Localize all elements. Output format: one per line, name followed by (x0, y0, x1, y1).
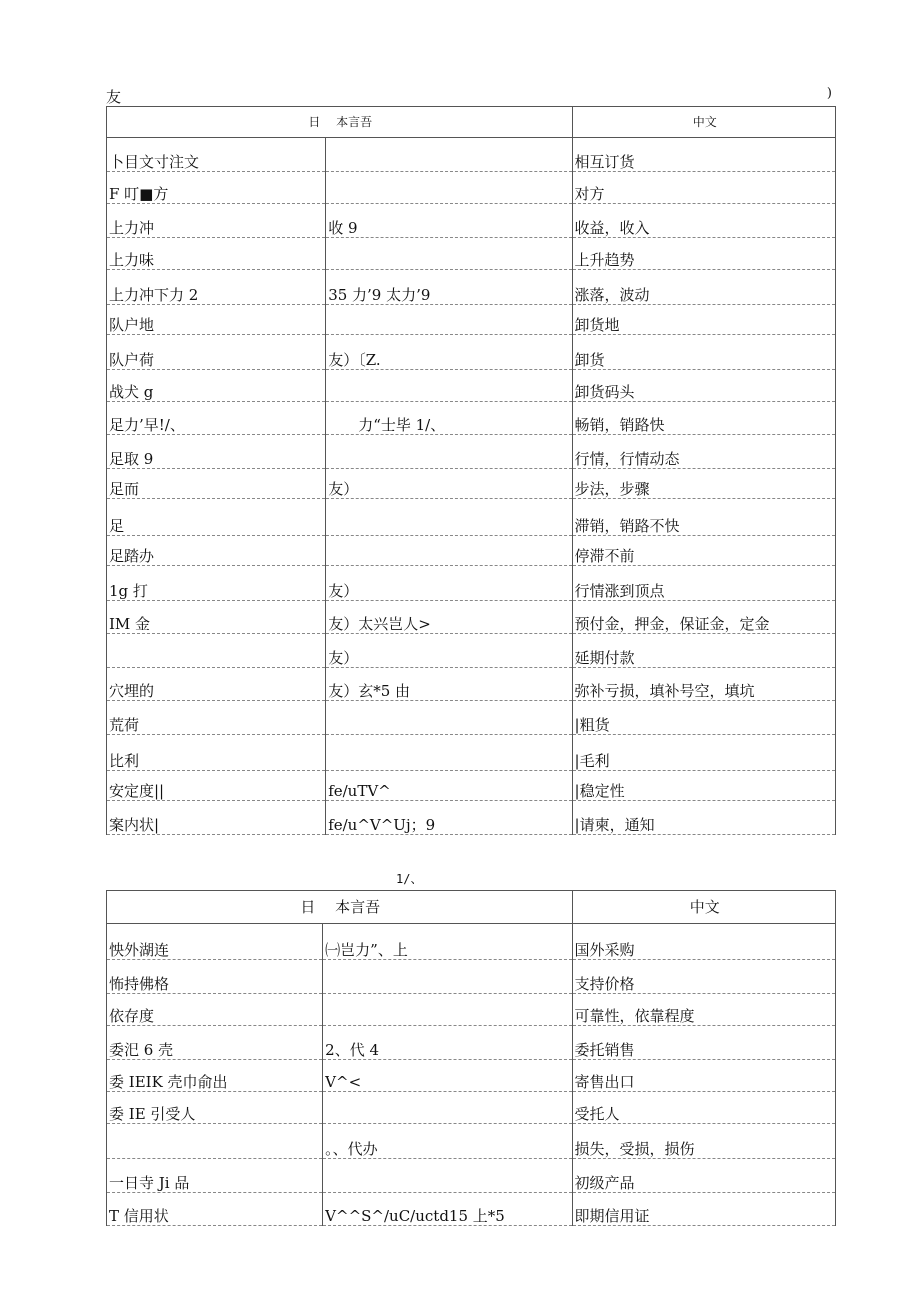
term-japanese: T 信用状 (107, 1193, 323, 1226)
vocab-table-2 (106, 890, 836, 1226)
term-reading: 35 力’9 太力’9 (326, 270, 572, 305)
term-chinese: 相互订货 (572, 138, 835, 172)
term-reading (326, 238, 572, 270)
table-row (107, 335, 836, 370)
term-chinese: 对方 (572, 172, 835, 204)
term-reading (323, 994, 572, 1026)
term-chinese: 滞销，销路不快 (572, 499, 835, 536)
table-row (107, 566, 836, 601)
term-reading (326, 536, 572, 566)
term-chinese: 国外采购 (572, 924, 835, 960)
table-row (107, 668, 836, 701)
term-reading: V^^S^/uC/uctd15 上*5 (323, 1193, 572, 1226)
term-reading (323, 1159, 572, 1193)
term-chinese: 步法，步骤 (572, 469, 835, 499)
term-japanese: 足而 (107, 469, 326, 499)
term-chinese: 畅销，销路快 (572, 402, 835, 435)
table-row (107, 402, 836, 435)
term-japanese: 队户地 (107, 305, 326, 335)
term-japanese: 一日寺 Ji 品 (107, 1159, 323, 1193)
term-reading: 友） (326, 634, 572, 668)
term-chinese: 损失，受损，损伤 (572, 1124, 835, 1159)
table-row (107, 771, 836, 801)
term-chinese: 支持价格 (572, 960, 835, 994)
term-reading (326, 172, 572, 204)
term-japanese: 委汜 6 壳 (107, 1026, 323, 1060)
page-marker: 1/、 (396, 872, 423, 886)
term-reading: 。、代办 (323, 1124, 572, 1159)
vocab-table-1 (106, 106, 836, 835)
header-chinese: 中文 (572, 107, 835, 138)
table-row (107, 735, 836, 771)
table-row (107, 204, 836, 238)
table-row (107, 1124, 836, 1159)
vocab-table-2-body (107, 924, 836, 1226)
term-japanese: 穴埋的 (107, 668, 326, 701)
term-japanese: 上力味 (107, 238, 326, 270)
table-row (107, 701, 836, 735)
term-japanese: 战犬 g (107, 370, 326, 402)
term-japanese: F 叮■方 (107, 172, 326, 204)
table-row (107, 172, 836, 204)
term-japanese: 委 IE 引受人 (107, 1092, 323, 1124)
table-row (107, 634, 836, 668)
term-japanese: 上力冲 (107, 204, 326, 238)
term-japanese: 足力’早!/、 (107, 402, 326, 435)
table-row (107, 1026, 836, 1060)
term-chinese: 停滞不前 (572, 536, 835, 566)
term-reading: 收 9 (326, 204, 572, 238)
table-row (107, 370, 836, 402)
header-japanese: 日 本言吾 (107, 891, 573, 924)
term-japanese: 卜目文寸注文 (107, 138, 326, 172)
term-reading: ㈠岂力”、上 (323, 924, 572, 960)
term-chinese: 上升趋势 (572, 238, 835, 270)
term-chinese: |请柬，通知 (572, 801, 835, 835)
table-row (107, 1092, 836, 1124)
term-reading (326, 305, 572, 335)
term-japanese: 足 (107, 499, 326, 536)
table-row (107, 435, 836, 469)
term-chinese: 卸货地 (572, 305, 835, 335)
term-reading (326, 735, 572, 771)
term-reading (323, 960, 572, 994)
term-chinese: |稳定性 (572, 771, 835, 801)
term-reading: fe/uTV^ (326, 771, 572, 801)
table-row (107, 801, 836, 835)
term-reading (326, 701, 572, 735)
term-chinese: |粗货 (572, 701, 835, 735)
table-row (107, 924, 836, 960)
term-reading: fe/u^V^Uj；9 (326, 801, 572, 835)
table-row (107, 1060, 836, 1092)
term-japanese: 上力冲下力 2 (107, 270, 326, 305)
page-header (106, 86, 832, 106)
term-japanese: 足取 9 (107, 435, 326, 469)
term-reading: V^< (323, 1060, 572, 1092)
term-japanese: 怏外湖连 (107, 924, 323, 960)
table-row (107, 536, 836, 566)
term-japanese: 委 IEIK 壳巾俞出 (107, 1060, 323, 1092)
term-reading: 力“士毕 1/、 (326, 402, 572, 435)
term-chinese: 涨落，波动 (572, 270, 835, 305)
table-row (107, 601, 836, 634)
table-row (107, 138, 836, 172)
header-right-text: ) (826, 86, 832, 101)
term-chinese: 委托销售 (572, 1026, 835, 1060)
term-japanese: 荒荷 (107, 701, 326, 735)
term-japanese: IM 金 (107, 601, 326, 634)
term-reading: 友） (326, 469, 572, 499)
table-row (107, 270, 836, 305)
table-row (107, 960, 836, 994)
table-row (107, 1193, 836, 1226)
term-chinese: 卸货码头 (572, 370, 835, 402)
term-japanese: 比利 (107, 735, 326, 771)
term-reading: 友）玄*5 由 (326, 668, 572, 701)
table-row (107, 1159, 836, 1193)
term-japanese (107, 1124, 323, 1159)
term-japanese: 足踏办 (107, 536, 326, 566)
table-row (107, 994, 836, 1026)
term-japanese: 1g 打 (107, 566, 326, 601)
table-row (107, 469, 836, 499)
term-japanese: 队户荷 (107, 335, 326, 370)
table-row (107, 305, 836, 335)
term-reading: 友）〔Z. (326, 335, 572, 370)
term-reading (326, 499, 572, 536)
term-reading: 2、代 4 (323, 1026, 572, 1060)
term-reading (326, 138, 572, 172)
term-reading: 友） (326, 566, 572, 601)
term-chinese: 初级产品 (572, 1159, 835, 1193)
term-chinese: 可靠性，依靠程度 (572, 994, 835, 1026)
term-japanese (107, 634, 326, 668)
term-reading (326, 370, 572, 402)
term-chinese: 卸货 (572, 335, 835, 370)
term-reading: 友）太兴岂人> (326, 601, 572, 634)
header-japanese: 日 本言吾 (107, 107, 573, 138)
table-header-row (107, 891, 836, 924)
term-reading (323, 1092, 572, 1124)
header-left-text: 友 (106, 88, 122, 106)
term-chinese: 行情涨到顶点 (572, 566, 835, 601)
term-chinese: 弥补亏损，填补号空，填坑 (572, 668, 835, 701)
vocab-table-1-body (107, 138, 836, 835)
term-chinese: 延期付款 (572, 634, 835, 668)
term-reading (326, 435, 572, 469)
term-chinese: 即期信用证 (572, 1193, 835, 1226)
term-chinese: 行情，行情动态 (572, 435, 835, 469)
term-chinese: 寄售出口 (572, 1060, 835, 1092)
term-japanese: 依存度 (107, 994, 323, 1026)
term-japanese: 案内状| (107, 801, 326, 835)
table-header-row (107, 107, 836, 138)
term-japanese: 怖持佛格 (107, 960, 323, 994)
term-japanese: 安定度|| (107, 771, 326, 801)
header-chinese: 中文 (572, 891, 835, 924)
table-row (107, 499, 836, 536)
term-chinese: 收益，收入 (572, 204, 835, 238)
term-chinese: |毛利 (572, 735, 835, 771)
table-row (107, 238, 836, 270)
term-chinese: 预付金，押金，保证金，定金 (572, 601, 835, 634)
term-chinese: 受托人 (572, 1092, 835, 1124)
